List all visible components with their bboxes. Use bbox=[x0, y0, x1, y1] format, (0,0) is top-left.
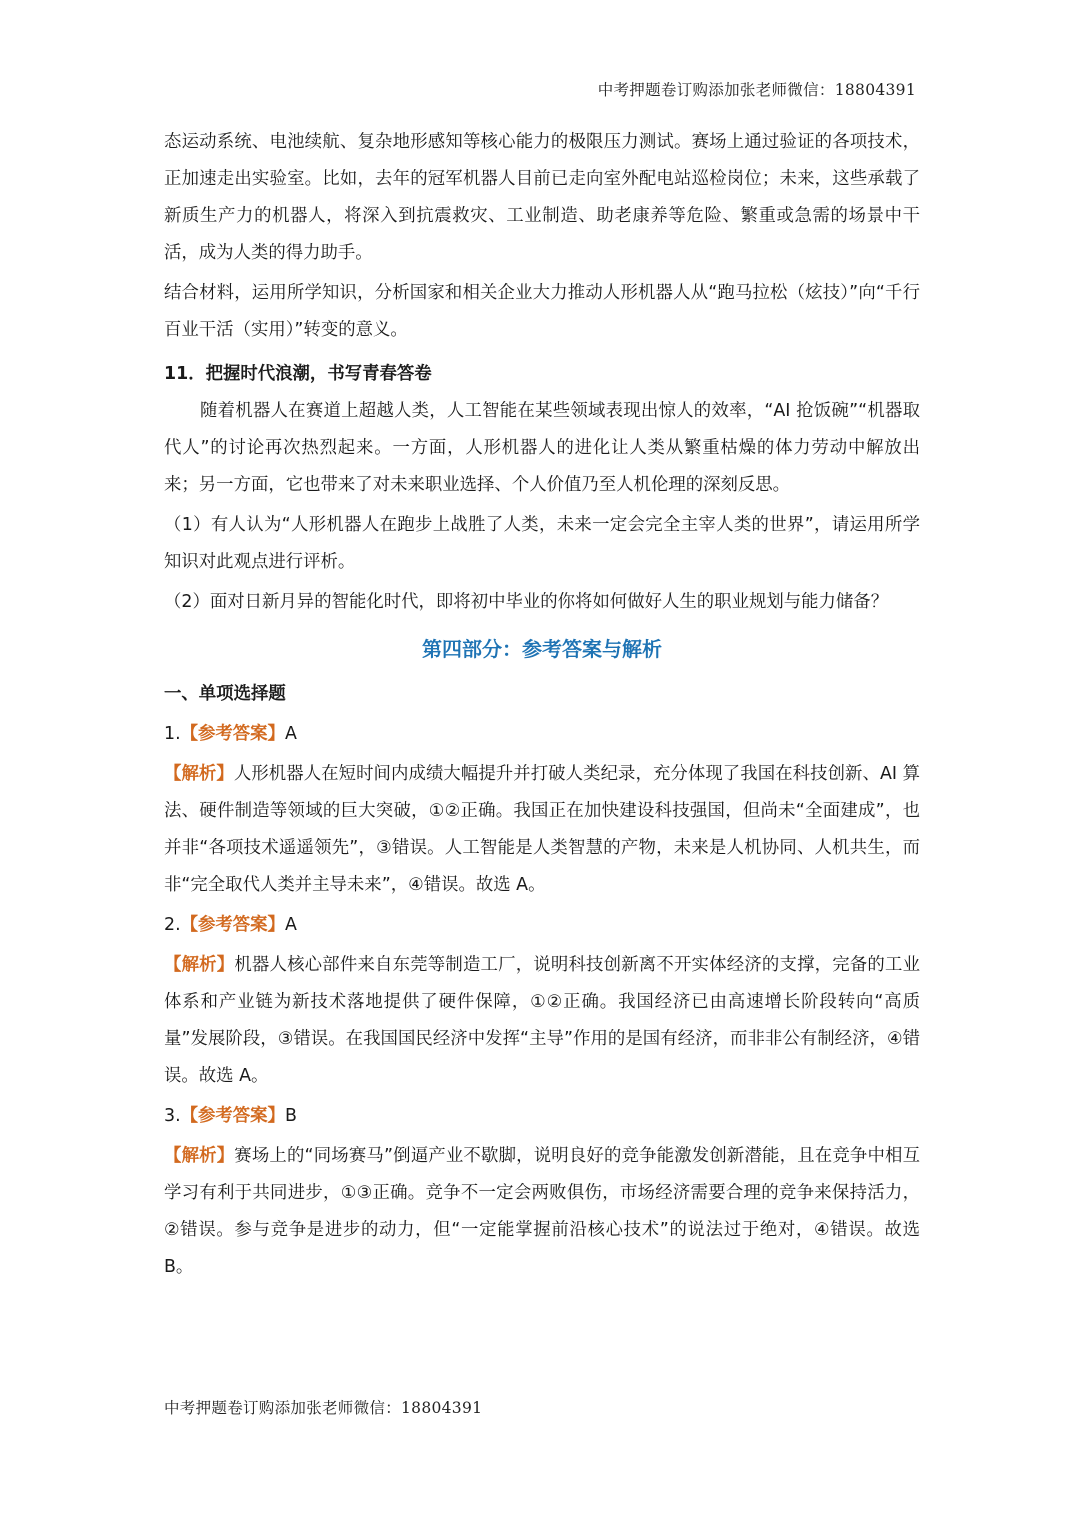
answer-number: 2. bbox=[164, 915, 181, 935]
part4-title: 第四部分：参考答案与解析 bbox=[422, 637, 662, 661]
analysis-tag: 【解析】 bbox=[164, 1146, 235, 1166]
answer-number: 3. bbox=[164, 1106, 181, 1126]
answer-tag: 【参考答案】 bbox=[180, 724, 285, 744]
q11-subquestion-2: （2）面对日新月异的智能化时代，即将初中毕业的你将如何做好人生的职业规划与能力储备？ bbox=[164, 592, 889, 612]
answer-1-line bbox=[164, 716, 920, 753]
analysis-tag: 【解析】 bbox=[164, 764, 234, 784]
analysis-2 bbox=[164, 947, 920, 1095]
answer-tag: 【参考答案】 bbox=[180, 1106, 285, 1126]
analysis-text: 机器人核心部件来自东莞等制造工厂，说明科技创新离不开实体经济的支撑，完备的工业体系和产业链为新技术落地提供了硬件保障，①②正确。我国经济已由高速增长阶段转向“高质量”发展阶段，③错误。在我国国民经济中发挥“主导”作用的是国有经济，而非非公有制经济，④错误。故选 A。 bbox=[164, 955, 920, 1086]
page-content bbox=[164, 124, 920, 1286]
analysis-tag: 【解析】 bbox=[164, 955, 235, 975]
q11-material: 随着机器人在赛道上超越人类，人工智能在某些领域表现出惊人的效率，“AI 抢饭碗”“机器取代人”的讨论再次热烈起来。一方面，人形机器人的进化让人类从繁重枯燥的体力劳动中解放出来；另一方面，它也带来了对未来职业选择、个人价值乃至人机伦理的深刻反思。 bbox=[164, 401, 920, 495]
answer-tag: 【参考答案】 bbox=[180, 915, 285, 935]
section-single-choice: 一、单项选择题 bbox=[164, 684, 286, 704]
q11-title: 11．把握时代浪潮，书写青春答卷 bbox=[164, 364, 432, 384]
q10-material-continued: 态运动系统、电池续航、复杂地形感知等核心能力的极限压力测试。赛场上通过验证的各项技术，正加速走出实验室。比如，去年的冠军机器人目前已走向室外配电站巡检岗位；未来，这些承载了新质生产力的机器人，将深入到抗震救灾、工业制造、助老康养等危险、繁重或急需的场景中干活，成为人类的得力助手。 bbox=[164, 132, 920, 263]
answer-value: B bbox=[284, 1106, 297, 1126]
q11-subquestion-1: （1）有人认为“人形机器人在跑步上战胜了人类，未来一定会完全主宰人类的世界”，请运用所学知识对此观点进行评析。 bbox=[164, 515, 920, 572]
answer-3-line bbox=[164, 1098, 920, 1135]
q10-question: 结合材料，运用所学知识，分析国家和相关企业大力推动人形机器人从“跑马拉松（炫技）”向“千行百业干活（实用）”转变的意义。 bbox=[164, 283, 920, 340]
header-contact-note: 中考押题卷订购添加张老师微信：18804391 bbox=[597, 81, 916, 99]
answer-2-line bbox=[164, 907, 920, 944]
answer-number: 1. bbox=[164, 724, 181, 744]
answer-value: A bbox=[284, 915, 297, 935]
analysis-1 bbox=[164, 756, 920, 904]
analysis-text: 人形机器人在短时间内成绩大幅提升并打破人类纪录，充分体现了我国在科技创新、AI 算法、硬件制造等领域的巨大突破，①②正确。我国正在加快建设科技强国，但尚未“全面建成”，也并非“各项技术遥遥领先”，③错误。人工智能是人类智慧的产物，未来是人机协同、人机共生，而非“完全取代人类并主导未来”，④错误。故选 A。 bbox=[164, 764, 920, 895]
answer-value: A bbox=[284, 724, 297, 744]
analysis-text: 赛场上的“同场赛马”倒逼产业不歇脚，说明良好的竞争能激发创新潜能，且在竞争中相互学习有利于共同进步，①③正确。竞争不一定会两败俱伤，市场经济需要合理的竞争来保持活力，②错误。参与竞争是进步的动力，但“一定能掌握前沿核心技术”的说法过于绝对，④错误。故选 B。 bbox=[164, 1146, 920, 1277]
analysis-3 bbox=[164, 1138, 920, 1286]
footer-contact-note: 中考押题卷订购添加张老师微信：18804391 bbox=[164, 1399, 483, 1417]
